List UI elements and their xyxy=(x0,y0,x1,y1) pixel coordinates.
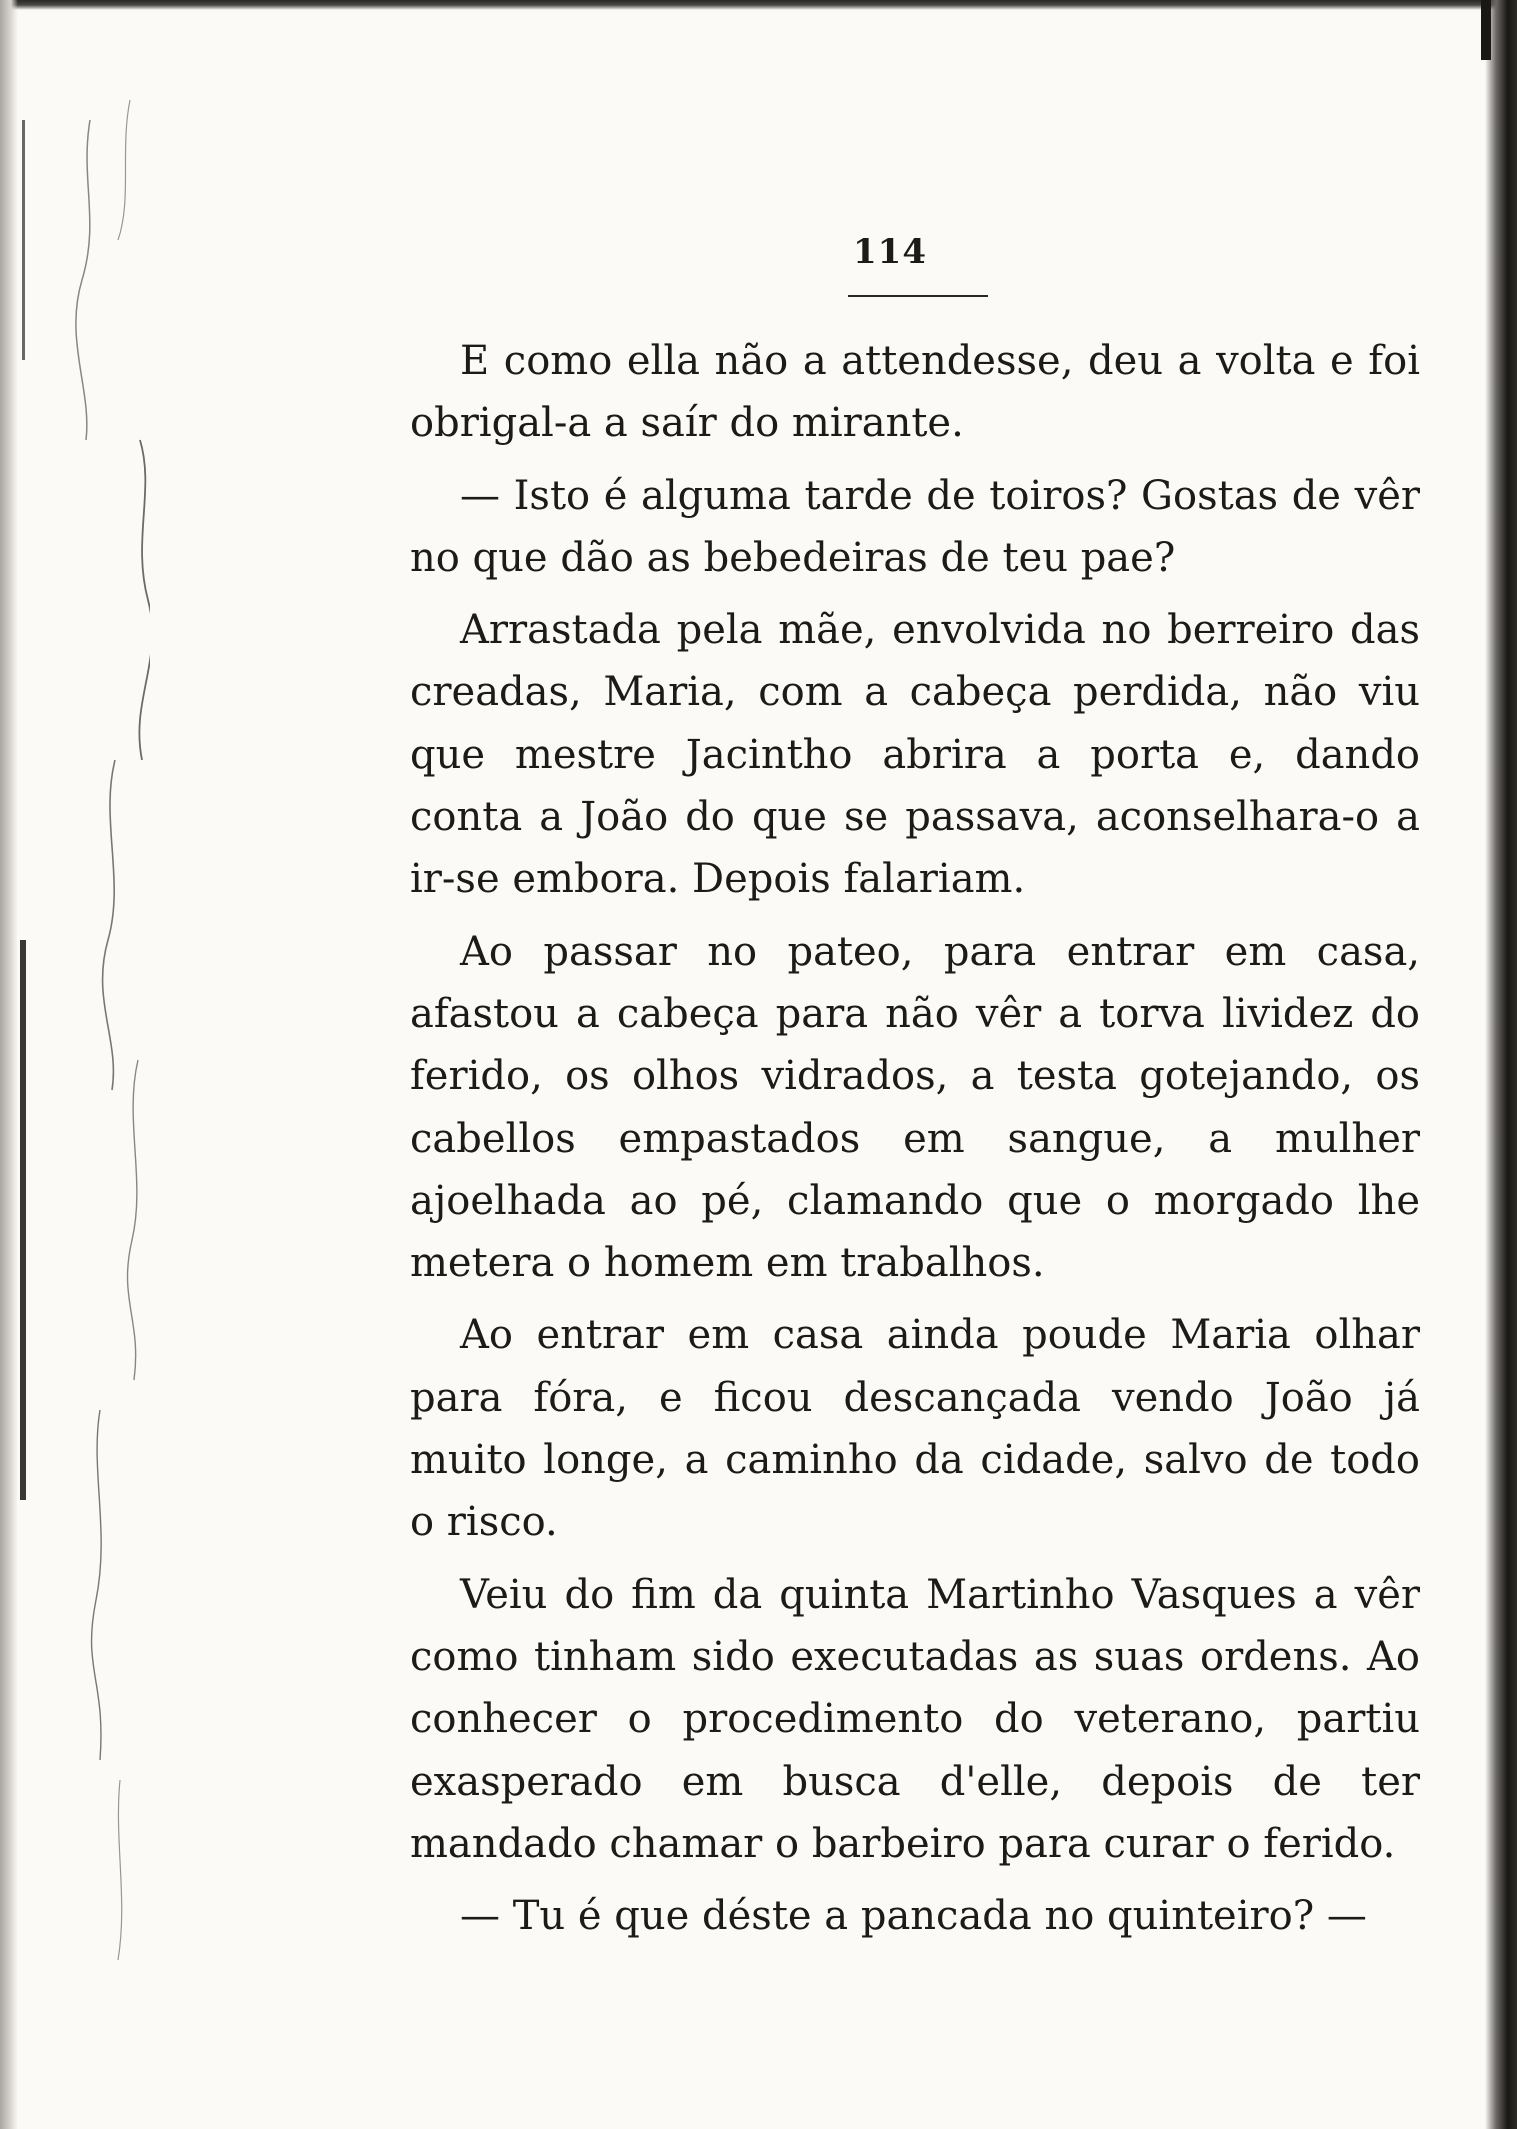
gutter-binding-marks xyxy=(20,60,150,2120)
paragraph: Arrastada pela mãe, envolvida no berreiro das creadas, Maria, com a cabeça perdida, não viu que mestre Jacintho abrira a porta e, dando conta a João do que se passava, aconselhara-o a ir-se embora. Depois falariam. xyxy=(410,607,1420,903)
scan-corner-tear xyxy=(1481,0,1491,60)
scan-top-edge xyxy=(0,0,1517,10)
paragraph: Ao entrar em casa ainda poude Maria olhar para fóra, e ficou descançada vendo João já muito longe, a caminho da cidade, salvo de todo o risco. xyxy=(410,1312,1420,1546)
paragraph: — Tu é que déste a pancada no quinteiro? — xyxy=(460,1893,1367,1940)
paragraph: — Isto é alguma tarde de toiros? Gostas de vêr no que dão as bebedeiras de teu pae? xyxy=(410,472,1420,581)
page-number: 114 xyxy=(853,232,927,272)
paragraph: Veiu do fim da quinta Martinho Vasques a vêr como tinham sido executadas as suas ordens. Ao conhecer o procedimento do veterano, partiu exasperado em busca d'elle, depois de ter mandado chamar o barbeiro para curar o ferido. xyxy=(410,1571,1420,1867)
header-rule xyxy=(848,295,988,297)
paragraph: Ao passar no pateo, para entrar em casa, afastou a cabeça para não vêr a torva lividez do ferido, os olhos vidrados, a testa gotejando, os cabellos empastados em sangue, a mulher ajoelhada ao pé, clamando que o morgado lhe metera o homem em trabalhos. xyxy=(410,928,1420,1287)
body-text xyxy=(410,330,1420,1957)
paragraph: E como ella não a attendesse, deu a volta e foi obrigal-a a saír do mirante. xyxy=(410,338,1420,447)
scan-left-edge xyxy=(0,0,18,2129)
scan-right-edge xyxy=(1485,0,1517,2129)
